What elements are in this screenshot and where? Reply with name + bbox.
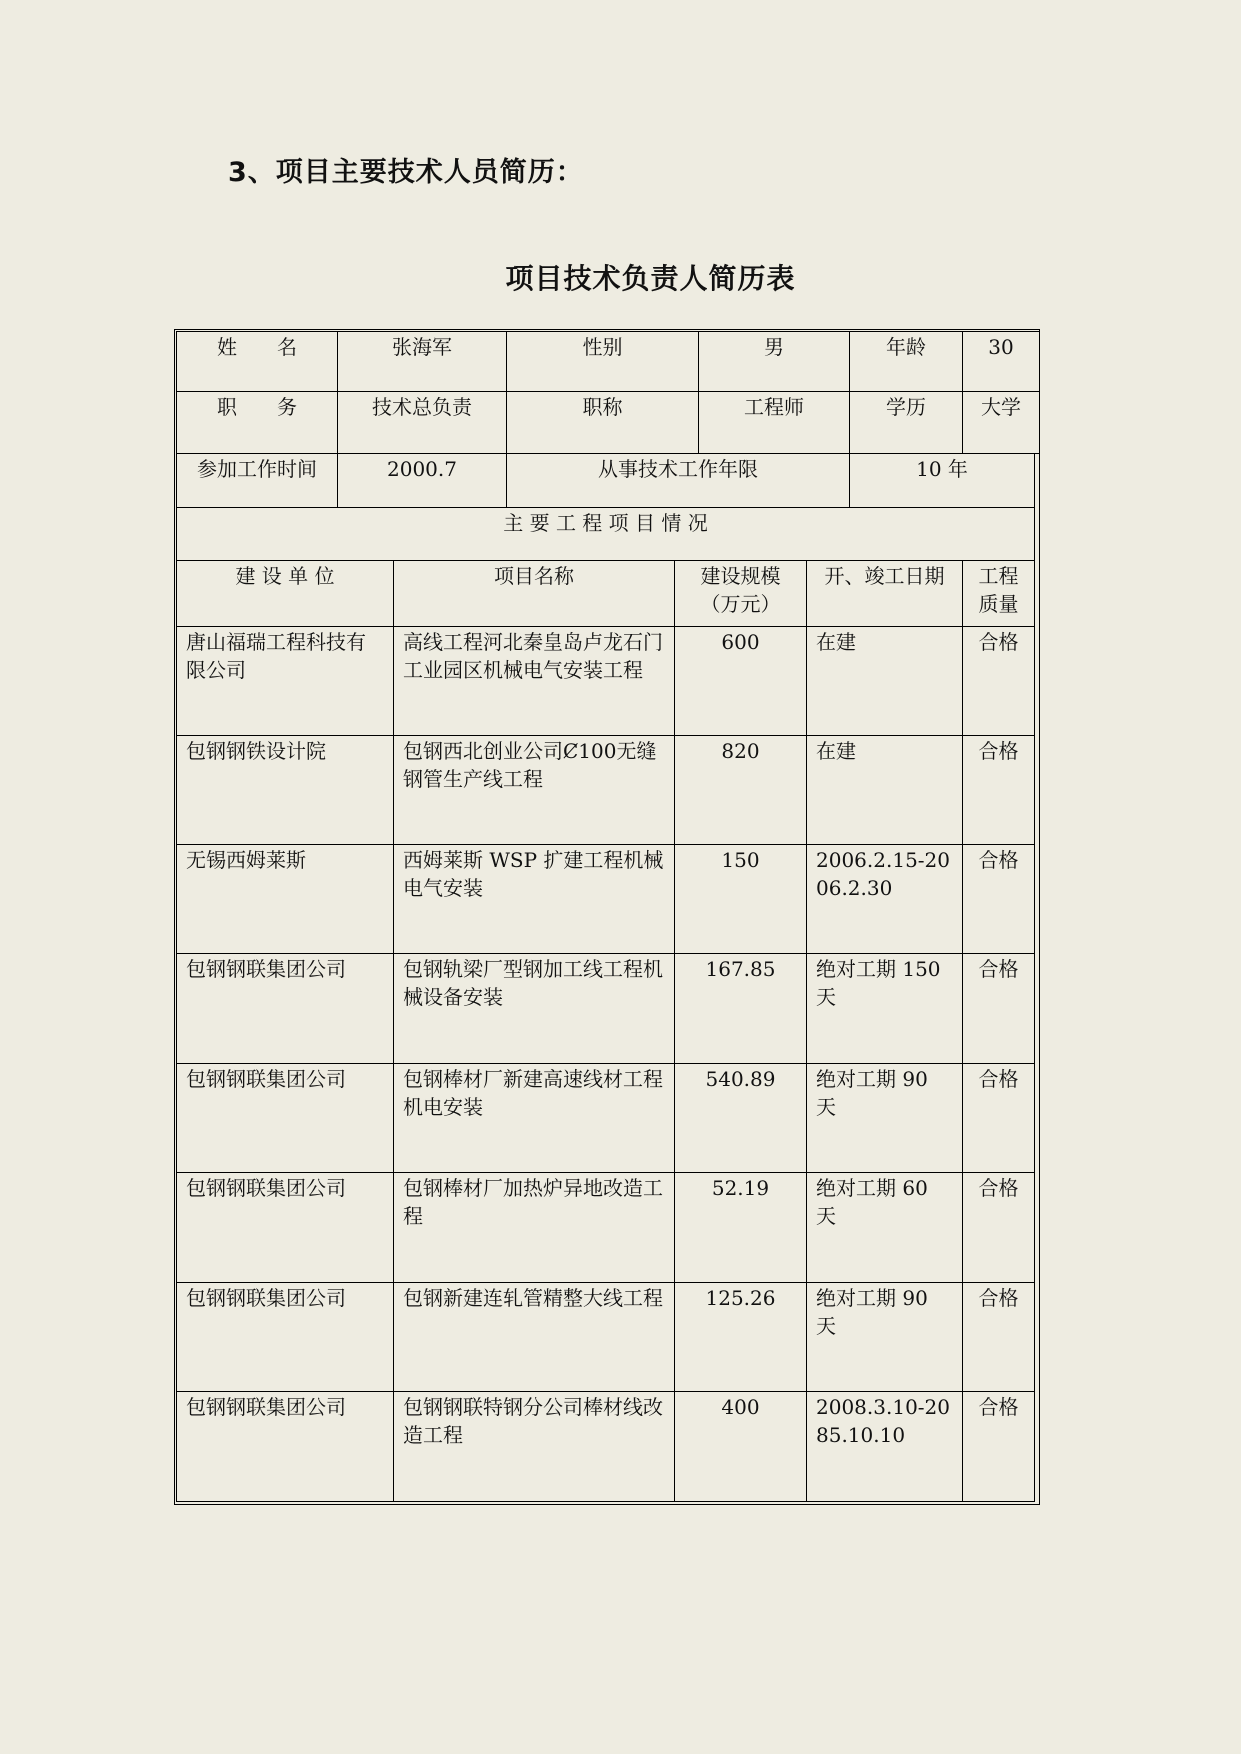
project-dates: 2008.3.10-2085.10.10 bbox=[806, 1391, 963, 1502]
age-value: 30 bbox=[962, 331, 1040, 392]
project-dates: 2006.2.15-2006.2.30 bbox=[806, 844, 963, 954]
col-header-quality: 工程质量 bbox=[962, 560, 1035, 627]
age-label: 年龄 bbox=[849, 331, 963, 392]
work-start-label: 参加工作时间 bbox=[176, 453, 338, 508]
project-name: 包钢钢联特钢分公司棒材线改造工程 bbox=[393, 1391, 675, 1502]
project-quality: 合格 bbox=[962, 626, 1035, 736]
education-label: 学历 bbox=[849, 391, 963, 454]
project-unit: 无锡西姆莱斯 bbox=[176, 844, 394, 954]
name-label: 姓 名 bbox=[176, 331, 338, 392]
project-dates: 绝对工期 90 天 bbox=[806, 1282, 963, 1392]
col-header-scale: 建设规模（万元） bbox=[674, 560, 807, 627]
project-quality: 合格 bbox=[962, 844, 1035, 954]
project-scale: 52.19 bbox=[674, 1172, 807, 1283]
project-scale: 540.89 bbox=[674, 1063, 807, 1173]
project-quality: 合格 bbox=[962, 735, 1035, 845]
table-title: 项目技术负责人简历表 bbox=[505, 262, 796, 295]
project-unit: 唐山福瑞工程科技有限公司 bbox=[176, 626, 394, 736]
education-value: 大学 bbox=[962, 391, 1040, 454]
gender-label: 性别 bbox=[506, 331, 699, 392]
project-dates: 绝对工期 90 天 bbox=[806, 1063, 963, 1173]
project-quality: 合格 bbox=[962, 1063, 1035, 1173]
project-name: 包钢轨梁厂型钢加工线工程机械设备安装 bbox=[393, 953, 675, 1064]
col-header-project: 项目名称 bbox=[393, 560, 675, 627]
project-unit: 包钢钢联集团公司 bbox=[176, 1172, 394, 1283]
project-name: 包钢新建连轧管精整大线工程 bbox=[393, 1282, 675, 1392]
name-value: 张海军 bbox=[337, 331, 507, 392]
project-dates: 绝对工期 150 天 bbox=[806, 953, 963, 1064]
project-name: 包钢棒材厂加热炉异地改造工程 bbox=[393, 1172, 675, 1283]
project-name: 包钢西北创业公司Ȼ100无缝钢管生产线工程 bbox=[393, 735, 675, 845]
project-name: 西姆莱斯 WSP 扩建工程机械电气安装 bbox=[393, 844, 675, 954]
project-quality: 合格 bbox=[962, 1172, 1035, 1283]
project-unit: 包钢钢联集团公司 bbox=[176, 1282, 394, 1392]
col-header-unit: 建 设 单 位 bbox=[176, 560, 394, 627]
project-scale: 150 bbox=[674, 844, 807, 954]
project-scale: 600 bbox=[674, 626, 807, 736]
gender-value: 男 bbox=[698, 331, 850, 392]
section-heading: 3、项目主要技术人员简历： bbox=[228, 157, 584, 188]
project-unit: 包钢钢联集团公司 bbox=[176, 953, 394, 1064]
project-dates: 绝对工期 60 天 bbox=[806, 1172, 963, 1283]
work-start-value: 2000.7 bbox=[337, 453, 507, 508]
project-dates: 在建 bbox=[806, 735, 963, 845]
position-label: 职 务 bbox=[176, 391, 338, 454]
project-scale: 125.26 bbox=[674, 1282, 807, 1392]
project-unit: 包钢钢铁设计院 bbox=[176, 735, 394, 845]
project-scale: 400 bbox=[674, 1391, 807, 1502]
project-scale: 167.85 bbox=[674, 953, 807, 1064]
project-quality: 合格 bbox=[962, 953, 1035, 1064]
project-scale: 820 bbox=[674, 735, 807, 845]
project-quality: 合格 bbox=[962, 1282, 1035, 1392]
project-quality: 合格 bbox=[962, 1391, 1035, 1502]
projects-section-title: 主 要 工 程 项 目 情 况 bbox=[176, 507, 1035, 561]
col-header-dates: 开、竣工日期 bbox=[806, 560, 963, 627]
project-name: 包钢棒材厂新建高速线材工程机电安装 bbox=[393, 1063, 675, 1173]
project-unit: 包钢钢联集团公司 bbox=[176, 1063, 394, 1173]
tech-years-label: 从事技术工作年限 bbox=[506, 453, 850, 508]
position-value: 技术总负责 bbox=[337, 391, 507, 454]
project-dates: 在建 bbox=[806, 626, 963, 736]
tech-years-value: 10 年 bbox=[849, 453, 1035, 508]
project-name: 高线工程河北秦皇岛卢龙石门工业园区机械电气安装工程 bbox=[393, 626, 675, 736]
project-unit: 包钢钢联集团公司 bbox=[176, 1391, 394, 1502]
professional-title-value: 工程师 bbox=[698, 391, 850, 454]
professional-title-label: 职称 bbox=[506, 391, 699, 454]
